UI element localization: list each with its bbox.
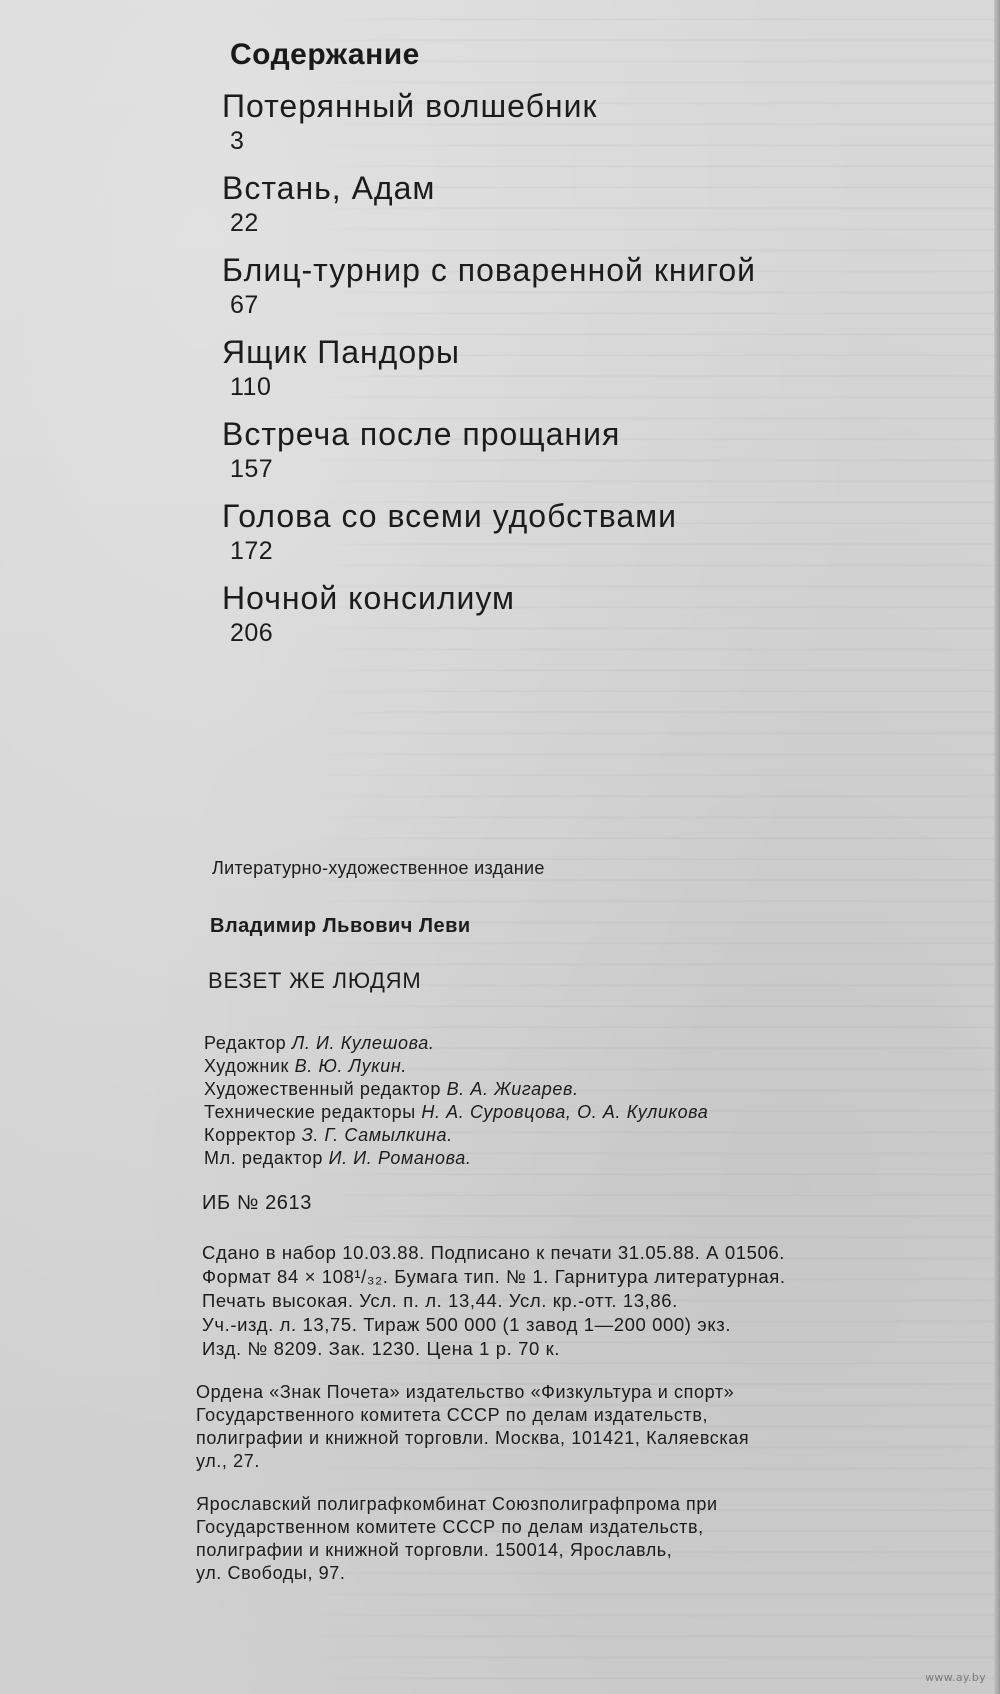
toc-entry: [222, 86, 922, 168]
ib-number: ИБ № 2613: [202, 1192, 312, 1214]
credit-row: [204, 1055, 980, 1078]
toc-heading: Содержание: [230, 38, 420, 71]
toc-entry-title: Ящик Пандоры: [222, 334, 460, 370]
pub-detail-line: Уч.-изд. л. 13,75. Тираж 500 000 (1 завод 1—200 000) экз.: [202, 1314, 732, 1335]
credit-row: [204, 1078, 980, 1101]
printer-line: полиграфии и книжной торговли. 150014, Ярославль,: [196, 1540, 673, 1560]
toc-entry: [222, 332, 922, 414]
toc-entry-page: 157: [230, 455, 274, 483]
credit-row: [204, 1147, 980, 1170]
book-title: ВЕЗЕТ ЖЕ ЛЮДЯМ: [208, 968, 422, 993]
credit-name: Н. А. Суровцова, О. А. Куликова: [421, 1102, 709, 1122]
credit-role: Художественный редактор: [204, 1079, 441, 1099]
publisher-line: Государственного комитета СССР по делам издательств,: [196, 1405, 709, 1425]
toc-entry: [222, 496, 922, 578]
site-watermark: www.ay.by: [925, 1671, 986, 1684]
pub-detail-line: Печать высокая. Усл. п. л. 13,44. Усл. кр.-отт. 13,86.: [202, 1290, 678, 1311]
table-of-contents: [222, 38, 922, 660]
credit-name: В. А. Жигарев.: [446, 1079, 579, 1099]
credit-role: Редактор: [204, 1033, 287, 1053]
credit-role: Технические редакторы: [204, 1102, 416, 1122]
toc-entry: [222, 578, 922, 660]
pub-detail-line: Изд. № 8209. Зак. 1230. Цена 1 р. 70 к.: [202, 1338, 561, 1359]
toc-entry-title: Встань, Адам: [222, 170, 436, 206]
toc-entry-page: 172: [230, 537, 274, 565]
toc-entry: [222, 168, 922, 250]
page-edge: [994, 0, 1000, 1694]
credit-role: Корректор: [204, 1125, 297, 1145]
toc-entry-page: 22: [230, 209, 259, 237]
toc-entry: [222, 414, 922, 496]
printer-line: ул. Свободы, 97.: [196, 1563, 346, 1583]
toc-entry-title: Потерянный волшебник: [222, 88, 598, 124]
pub-detail-line: Формат 84 × 108¹/₃₂. Бумага тип. № 1. Гарнитура литературная.: [202, 1266, 786, 1287]
colophon: [196, 858, 980, 1605]
printer-line: Ярославский полиграфкомбинат Союзполиграфпрома при: [196, 1494, 718, 1514]
credit-role: Мл. редактор: [204, 1148, 323, 1168]
credit-name: И. И. Романова.: [328, 1148, 472, 1168]
printer-line: Государственном комитете СССР по делам издательств,: [196, 1517, 704, 1537]
credit-role: Художник: [204, 1056, 290, 1076]
toc-entry-page: 67: [230, 291, 259, 319]
author-name: Владимир Львович Леви: [210, 915, 471, 937]
credit-name: З. Г. Самылкина.: [301, 1125, 453, 1145]
credit-name: В. Ю. Лукин.: [294, 1056, 408, 1076]
toc-entry-page: 3: [230, 127, 245, 155]
pub-detail-line: Сдано в набор 10.03.88. Подписано к печати 31.05.88. А 01506.: [202, 1242, 786, 1263]
publisher-line: полиграфии и книжной торговли. Москва, 101421, Каляевская: [196, 1428, 750, 1448]
toc-entry-page: 206: [230, 619, 274, 647]
credit-row: [204, 1124, 980, 1147]
toc-entry-page: 110: [230, 373, 272, 401]
toc-entry: [222, 250, 922, 332]
toc-entry-title: Встреча после прощания: [222, 416, 621, 452]
credit-row: [204, 1101, 980, 1124]
toc-entry-title: Голова со всеми удобствами: [222, 498, 678, 534]
publisher-line: Ордена «Знак Почета» издательство «Физкультура и спорт»: [196, 1382, 735, 1402]
toc-entry-title: Блиц-турнир с поваренной книгой: [222, 252, 756, 288]
toc-entry-title: Ночной консилиум: [222, 580, 515, 616]
publisher-info: [196, 1381, 956, 1473]
edition-type: Литературно-художественное издание: [212, 858, 545, 878]
credit-row: [204, 1032, 980, 1055]
credit-name: Л. И. Кулешова.: [291, 1033, 435, 1053]
publication-details: [202, 1241, 980, 1361]
publisher-line: ул., 27.: [196, 1451, 260, 1471]
printer-info: [196, 1493, 956, 1585]
credits-list: [204, 1032, 980, 1170]
